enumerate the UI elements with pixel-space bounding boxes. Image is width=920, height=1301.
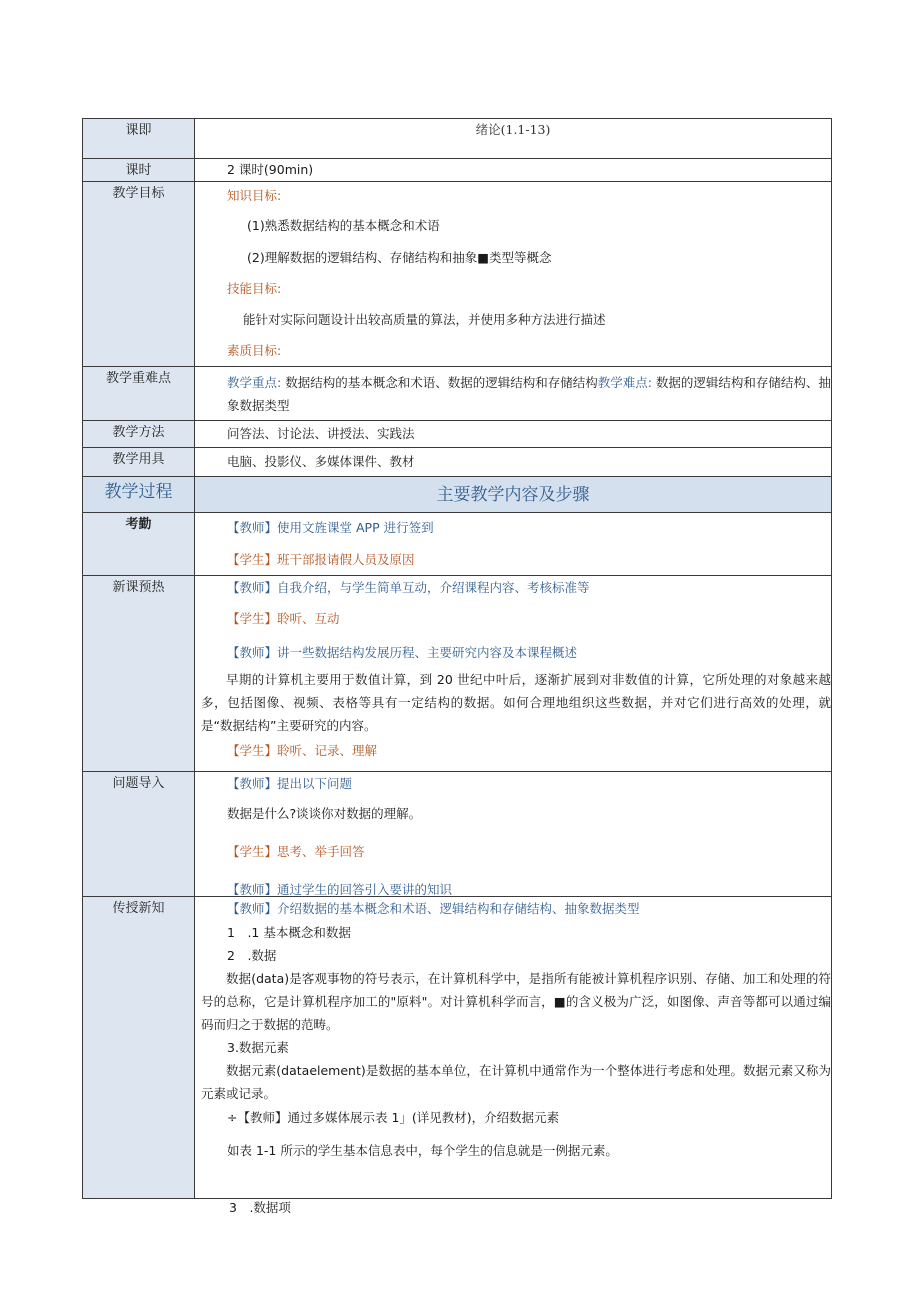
preview-student-1: 【学生】聆听、互动 <box>227 611 340 626</box>
teach-heading-4: 3 .数据项 <box>229 1200 291 1215</box>
teach-para-3: 如表 1-1 所示的学生基本信息表中，每个学生的信息就是一例据元素。 <box>227 1143 618 1158</box>
key-text: 数据结构的基本概念和术语、数据的逻辑结构和存储结构 <box>281 375 598 390</box>
row-attendance <box>83 513 832 576</box>
teach-content <box>195 897 832 1199</box>
key-heading: 教学重点: <box>227 375 282 390</box>
row-tools <box>83 448 832 477</box>
question-student-1: 【学生】思考、举手回答 <box>227 844 365 859</box>
row-lesson <box>83 119 832 159</box>
row-hours <box>83 159 832 182</box>
teach-para-2: 数据元素(dataelement)是数据的基本单位，在计算机中通常作为一个整体进行考虑和处理。数据元素又称为元素或记录。 <box>201 1063 831 1101</box>
label-attendance: 考勤 <box>83 513 195 576</box>
process-header-right: 主要教学内容及步骤 <box>195 477 832 513</box>
label-hours: 课时 <box>83 159 195 182</box>
label-preview: 新课预热 <box>83 576 195 772</box>
row-methods <box>83 421 832 448</box>
attendance-teacher: 【教师】使用文旌课堂 APP 进行签到 <box>227 520 434 535</box>
row-key-points <box>83 367 832 421</box>
row-objectives <box>83 182 832 367</box>
lesson-plan-table <box>82 118 832 1199</box>
row-preview <box>83 576 832 772</box>
row-question <box>83 772 832 897</box>
tools-value: 电脑、投影仪、多媒体课件、教材 <box>195 448 832 477</box>
row-teach <box>83 897 832 1199</box>
question-teacher-1: 【教师】提出以下问题 <box>227 776 353 791</box>
question-content <box>195 772 832 897</box>
preview-content <box>195 576 832 772</box>
preview-teacher-2: 【教师】讲一些数据结构发展历程、主要研究内容及本课程概述 <box>227 645 578 660</box>
methods-value: 问答法、讨论法、讲授法、实践法 <box>195 421 832 448</box>
knowledge-item-1: (1)熟悉数据结构的基本概念和术语 <box>247 218 440 233</box>
knowledge-heading: 知识目标: <box>227 188 282 203</box>
question-text: 数据是什么?谈谈你对数据的理解。 <box>227 806 422 821</box>
teach-heading-1: 1 .1 基本概念和数据 <box>227 925 351 940</box>
teach-para-1: 数据(data)是客观事物的符号表示，在计算机科学中，是指所有能被计算机程序识别、存储、加工和处理的符号的总称，它是计算机程序加工的"原料"。对计算机科学而言，■的含义极为广泛，如图像、声音等都可以通过编码而归之于数据的范畴。 <box>201 971 831 1032</box>
teach-heading-3: 3.数据元素 <box>227 1040 289 1055</box>
skill-heading: 技能目标: <box>227 281 282 296</box>
question-teacher-2: 【教师】通过学生的回答引入要讲的知识 <box>227 882 453 895</box>
teach-teacher-2: ÷【教师】通过多媒体展示表 1」(详见教材)，介绍数据元素 <box>227 1110 560 1125</box>
knowledge-item-2: (2)理解数据的逻辑结构、存储结构和抽象■类型等概念 <box>247 250 552 265</box>
skill-item-1: 能针对实际问题设计出较高质量的算法，并使用多种方法进行描述 <box>243 312 606 327</box>
quality-heading: 素质目标: <box>227 343 282 358</box>
attendance-student: 【学生】班干部报请假人员及原因 <box>227 552 415 567</box>
objectives-content <box>195 182 832 367</box>
key-points-content <box>195 367 832 421</box>
preview-text: 早期的计算机主要用于数值计算，到 20 世纪中叶后，逐渐扩展到对非数值的计算，它所处理的对象越来越多，包括图像、视频、表格等具有一定结构的数据。如何合理地组织这些数据，并对它们进行高效的处理，就是“数据结构”主要研究的内容。 <box>201 672 831 733</box>
hard-heading: 教学难点: <box>597 375 652 390</box>
label-lesson: 课即 <box>83 119 195 159</box>
lesson-title: 绪论(1.1-13) <box>195 119 832 159</box>
teach-heading-2: 2 .数据 <box>227 948 277 963</box>
attendance-content <box>195 513 832 576</box>
label-question: 问题导入 <box>83 772 195 897</box>
hard-text: 数据的逻辑结构和存储结构、抽象数据类型 <box>227 375 831 413</box>
label-objectives: 教学目标 <box>83 182 195 367</box>
teach-teacher-1: 【教师】介绍数据的基本概念和术语、逻辑结构和存储结构、抽象数据类型 <box>227 901 640 916</box>
label-teach: 传授新知 <box>83 897 195 1199</box>
row-process-header <box>83 477 832 513</box>
label-tools: 教学用具 <box>83 448 195 477</box>
label-methods: 教学方法 <box>83 421 195 448</box>
label-key-points: 教学重难点 <box>83 367 195 421</box>
preview-student-2: 【学生】聆听、记录、理解 <box>227 743 378 758</box>
hours-value: 2 课时(90min) <box>195 159 832 182</box>
process-header-left: 教学过程 <box>83 477 195 513</box>
preview-teacher-1: 【教师】自我介绍，与学生简单互动，介绍课程内容、考核标准等 <box>227 580 590 595</box>
